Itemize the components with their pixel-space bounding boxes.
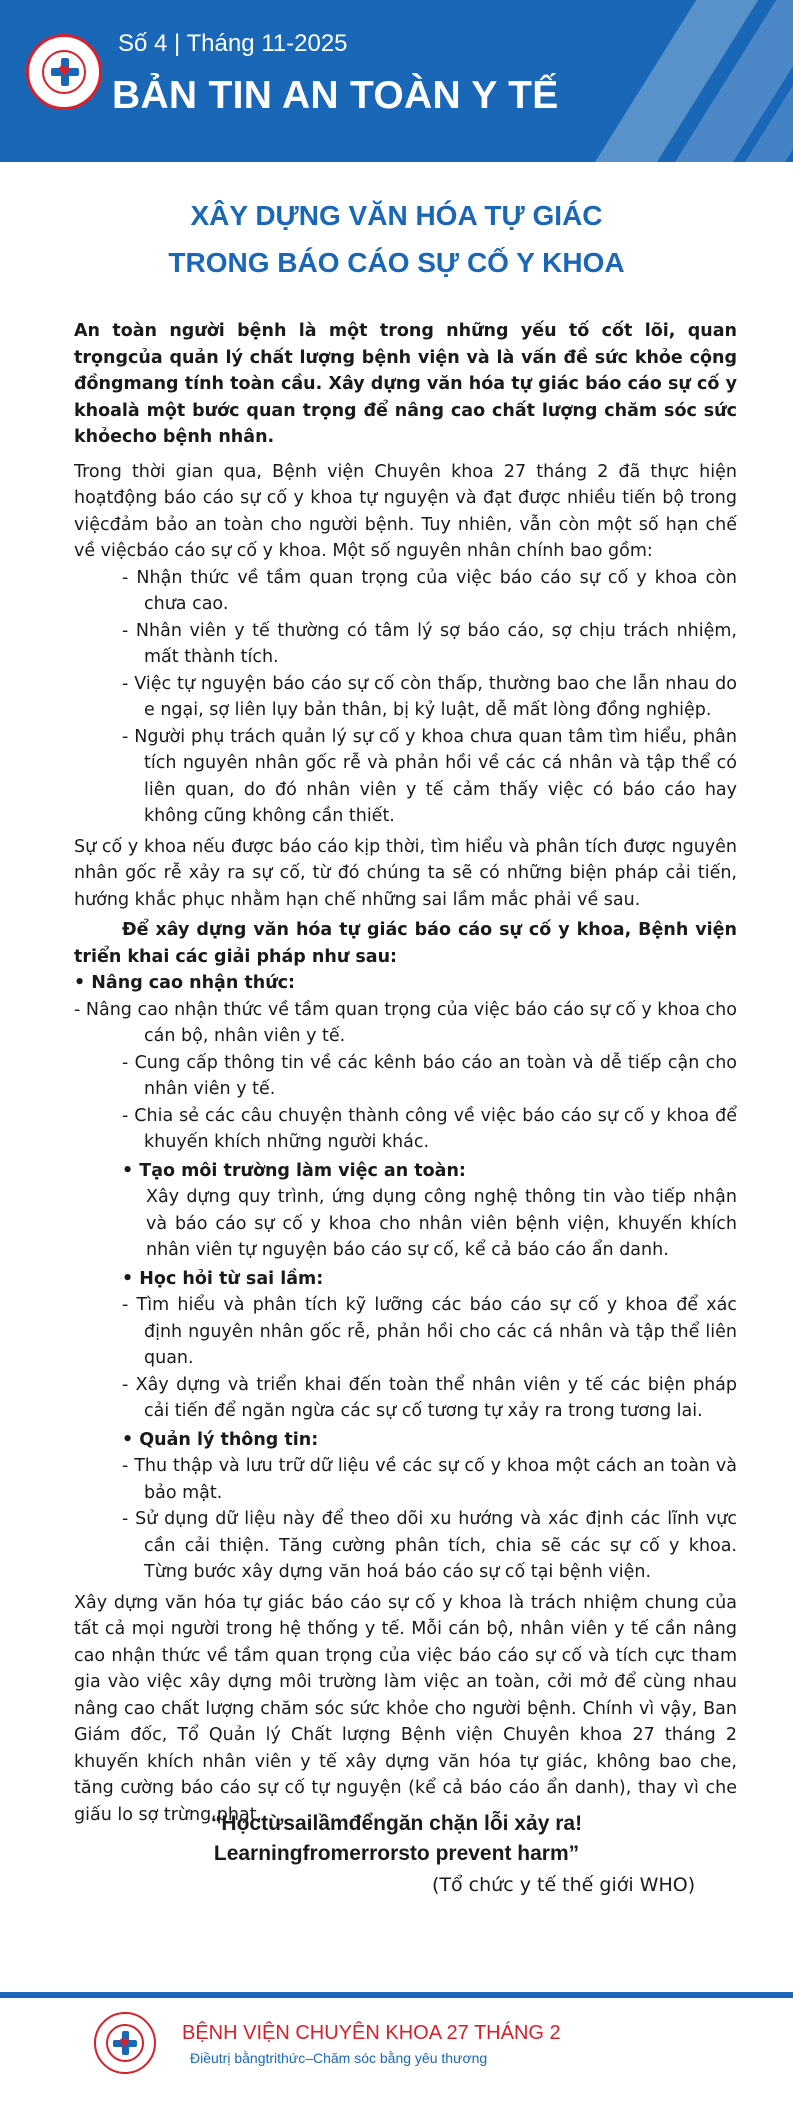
solution-item: - Xây dựng và triển khai đến toàn thể nhân viên y tế các biện pháp cải tiến để ngăn ngừa các sự cố tương tự xảy ra trong tương lai. [122,1374,737,1421]
section-heading: • Quản lý thông tin: [122,1429,319,1450]
article-body [74,318,737,1828]
cause-item: - Nhận thức về tầm quan trọng của việc báo cáo sự cố y khoa còn chưa cao. [122,567,737,614]
hospital-logo-icon: ♥ [94,2012,156,2074]
intro-paragraph: Trong thời gian qua, Bệnh viện Chuyên khoa 27 tháng 2 đã thực hiện hoạtđộng báo cáo sự cố y khoa tự nguyện và đạt được nhiều tiến bộ trong việcđảm bảo an toàn cho người bệnh. Tuy nhiên, vẫn còn một số hạn chế về việcbáo cáo sự cố y khoa. Một số nguyên nhân chính bao gồm: [74,461,737,561]
hospital-logo-icon: ♥ [26,34,102,110]
hospital-motto: Điềutrị bằngtrithức–Chăm sóc bằng yêu thương [190,2050,488,2066]
solutions-intro: Để xây dựng văn hóa tự giác báo cáo sự cố y khoa, Bệnh viện triển khai các giải pháp như sau: [74,920,737,967]
lead-paragraph: An toàn người bệnh là một trong những yếu tố cốt lõi, quan trọngcủa quản lý chất lượng bệnh viện và là vấn đề sức khỏe cộng đồngmang tính toàn cầu. Xây dựng văn hóa tự giác báo cáo sự cố y khoalà một bước quan trọng để nâng cao chất lượng chăm sóc sức khỏecho bệnh nhân. [74,321,737,447]
quote-line1: “Họctừsailầmđểngăn chặn lỗi xảy ra! [210,1812,583,1835]
solution-item: - Nâng cao nhận thức về tầm quan trọng của việc báo cáo sự cố y khoa cho cán bộ, nhân viên y tế. [74,999,737,1046]
conclusion-paragraph: Xây dựng văn hóa tự giác báo cáo sự cố y khoa là trách nhiệm chung của tất cả mọi người trong hệ thống y tế. Mỗi cán bộ, nhân viên y tế cần nâng cao nhận thức về tầm quan trọng của việc báo cáo sự cố và tích cực tham gia vào việc xây dựng môi trường làm việc an toàn, cởi mở để cùng nhau nâng cao chất lượng chăm sóc sức khỏe cho người bệnh. Chính vì vậy, Ban Giám đốc, Tổ Quản lý Chất lượng Bệnh viện Chuyên khoa 27 tháng 2 khuyến khích nhân viên y tế xây dựng văn hóa tự giác, không bao che, tăng cường báo cáo sự cố tự nguyện (kể cả báo cáo ẩn danh), thay vì che giấu lo sợ trừng phạt. [74,1592,737,1825]
cause-item: - Người phụ trách quản lý sự cố y khoa chưa quan tâm tìm hiểu, phân tích nguyên nhân gốc rễ và phản hồi về các cá nhân và tập thể có liên quan, do đó nhân viên y tế cảm thấy việc có báo cáo hay không cũng không cần thiết. [122,726,737,826]
solution-item: - Thu thập và lưu trữ dữ liệu về các sự cố y khoa một cách an toàn và bảo mật. [122,1456,737,1503]
section-heading: • Nâng cao nhận thức: [74,973,296,993]
article-title-line1: XÂY DỰNG VĂN HÓA TỰ GIÁC [190,200,603,231]
footer-divider [0,1992,793,1998]
hospital-name: BỆNH VIỆN CHUYÊN KHOA 27 THÁNG 2 [182,2022,561,2044]
cause-item: - Nhân viên y tế thường có tâm lý sợ báo cáo, sợ chịu trách nhiệm, mất thành tích. [122,620,737,667]
solution-item: - Cung cấp thông tin về các kênh báo cáo an toàn và dễ tiếp cận cho nhân viên y tế. [122,1052,737,1099]
issue-label: Số 4 | Tháng 11-2025 [118,30,348,57]
section-heading: • Học hỏi từ sai lầm: [122,1268,324,1289]
section-body: Xây dựng quy trình, ứng dụng công nghệ thông tin vào tiếp nhận và báo cáo sự cố y khoa cho nhân viên bệnh viện, khuyến khích nhân viên tự nguyện báo cáo sự cố, kể cả báo cáo ẩn danh. [146,1187,737,1260]
paragraph-2: Sự cố y khoa nếu được báo cáo kịp thời, tìm hiểu và phân tích được nguyên nhân gốc rễ xảy ra sự cố, từ đó chúng ta sẽ có những biện pháp cải tiến, hướng khắc phục nhằm hạn chế những sai lầm mắc phải về sau. [74,836,737,910]
quote-attribution: (Tổ chức y tế thế giới WHO) [432,1874,696,1896]
masthead-title: BẢN TIN AN TOÀN Y TẾ [112,74,559,117]
solution-item: - Sử dụng dữ liệu này để theo dõi xu hướng và xác định các lĩnh vực cần cải thiện. Tăng cường phân tích, chia sẽ các sự cố y khoa. Từng bước xây dựng văn hoá báo cáo sự cố tại bệnh viện. [122,1509,737,1582]
solution-item: - Chia sẻ các câu chuyện thành công về việc báo cáo sự cố y khoa để khuyến khích những người khác. [122,1105,737,1152]
article-title-line2: TRONG BÁO CÁO SỰ CỐ Y KHOA [168,247,625,278]
solution-item: - Tìm hiểu và phân tích kỹ lưỡng các báo cáo sự cố y khoa để xác định nguyên nhân gốc rễ, phản hồi cho các cá nhân và tập thể liên quan. [122,1295,737,1368]
quote-line2: Learningfromerrorsto prevent harm” [213,1842,580,1865]
section-heading: • Tạo môi trường làm việc an toàn: [122,1160,466,1181]
header-banner [0,0,793,162]
cause-item: - Việc tự nguyện báo cáo sự cố còn thấp, thường bao che lẫn nhau do e ngại, sợ liên lụy bản thân, bị kỷ luật, dễ mất lòng đồng nghiệp. [122,673,737,720]
